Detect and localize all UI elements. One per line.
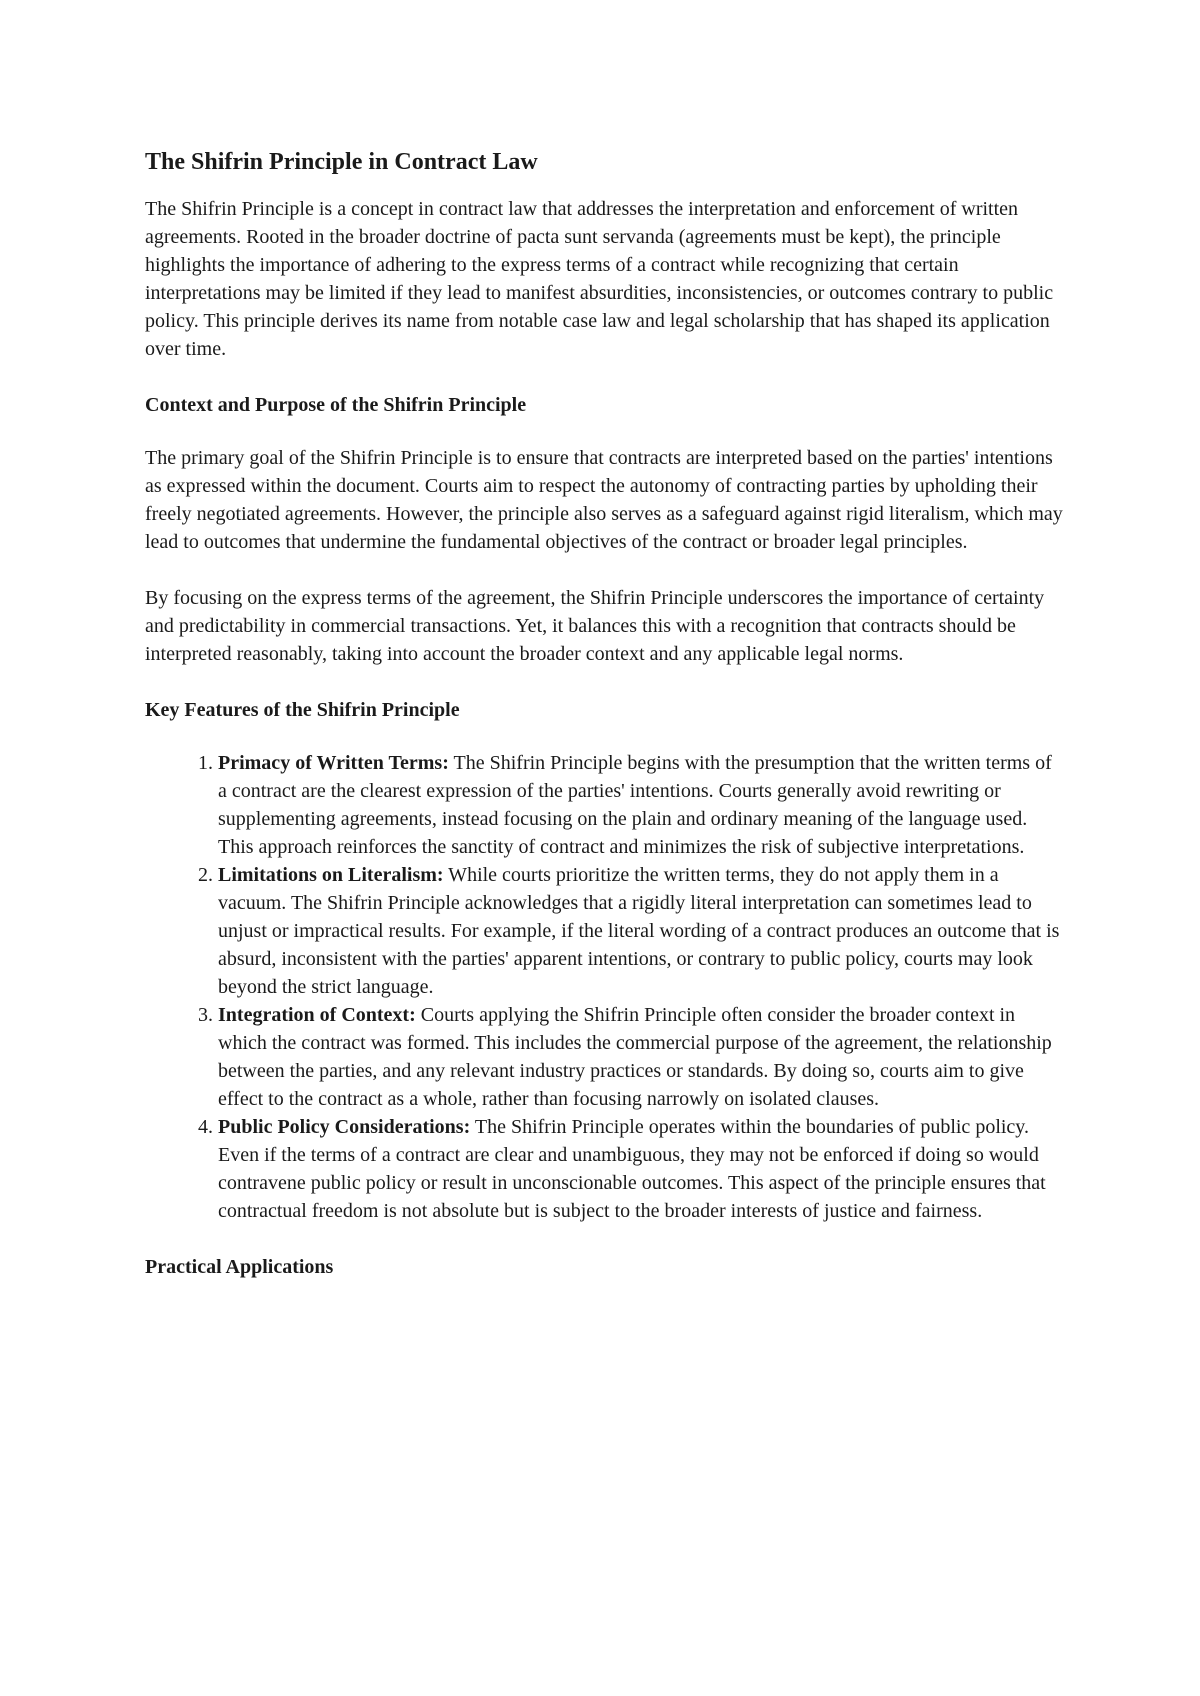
list-item-text: Courts applying the Shifrin Principle often consider the broader context in which the contract was formed. This includes the commercial purpose of the agreement, the relationship between the parties, and any relevant industry practices or standards. By doing so, courts aim to give effect to the contract as a whole, rather than focusing narrowly on isolated clauses. — [218, 1004, 1052, 1110]
paragraph: By focusing on the express terms of the agreement, the Shifrin Principle underscores the importance of certainty and predictability in commercial transactions. Yet, it balances this with a recognition that contracts should be interpreted reasonably, taking into account the broader context and any applicable legal norms. — [145, 587, 1045, 665]
list-item-term: Limitations on Literalism: — [218, 864, 444, 886]
list-item — [218, 749, 1065, 861]
list-item — [218, 861, 1065, 1001]
list-item-term: Public Policy Considerations: — [218, 1116, 471, 1138]
intro-paragraph: The Shifrin Principle is a concept in contract law that addresses the interpretation and enforcement of written agreements. Rooted in the broader doctrine of pacta sunt servanda (agreements must be kept), the principle highlights the importance of adhering to the express terms of a contract while recognizing that certain interpretations may be limited if they lead to manifest absurdities, inconsistencies, or outcomes contrary to public policy. This principle derives its name from notable case law and legal scholarship that has shaped its application over time. — [145, 198, 1054, 360]
list-item-text: While courts prioritize the written terms, they do not apply them in a vacuum. The Shifrin Principle acknowledges that a rigidly literal interpretation can sometimes lead to unjust or impractical results. For example, if the literal wording of a contract produces an outcome that is absurd, inconsistent with the parties' apparent intentions, or contrary to public policy, courts may look beyond the strict language. — [218, 864, 1060, 998]
list-item — [218, 1113, 1065, 1225]
list-item-term: Primacy of Written Terms: — [218, 752, 449, 774]
list-item-text: The Shifrin Principle operates within the boundaries of public policy. Even if the terms of a contract are clear and unambiguous, they may not be enforced if doing so would contravene public policy or result in unconscionable outcomes. This aspect of the principle ensures that contractual freedom is not absolute but is subject to the broader interests of justice and fairness. — [218, 1116, 1046, 1222]
document-page — [145, 146, 1065, 1306]
section-heading-context: Context and Purpose of the Shifrin Principle — [145, 394, 527, 416]
list-item-term: Integration of Context: — [218, 1004, 416, 1026]
list-item-text: The Shifrin Principle begins with the presumption that the written terms of a contract are the clearest expression of the parties' intentions. Courts generally avoid rewriting or supplementing agreements, instead focusing on the plain and ordinary meaning of the language used. This approach reinforces the sanctity of contract and minimizes the risk of subjective interpretations. — [218, 752, 1052, 858]
section-heading-key-features: Key Features of the Shifrin Principle — [145, 699, 460, 721]
section-heading-practical-applications: Practical Applications — [145, 1256, 334, 1278]
paragraph: The primary goal of the Shifrin Principle is to ensure that contracts are interpreted based on the parties' intentions as expressed within the document. Courts aim to respect the autonomy of contracting parties by upholding their freely negotiated agreements. However, the principle also serves as a safeguard against rigid literalism, which may lead to outcomes that undermine the fundamental objectives of the contract or broader legal principles. — [145, 447, 1063, 553]
document-title: The Shifrin Principle in Contract Law — [145, 149, 538, 175]
key-features-list — [145, 749, 1065, 1225]
list-item — [218, 1001, 1065, 1113]
